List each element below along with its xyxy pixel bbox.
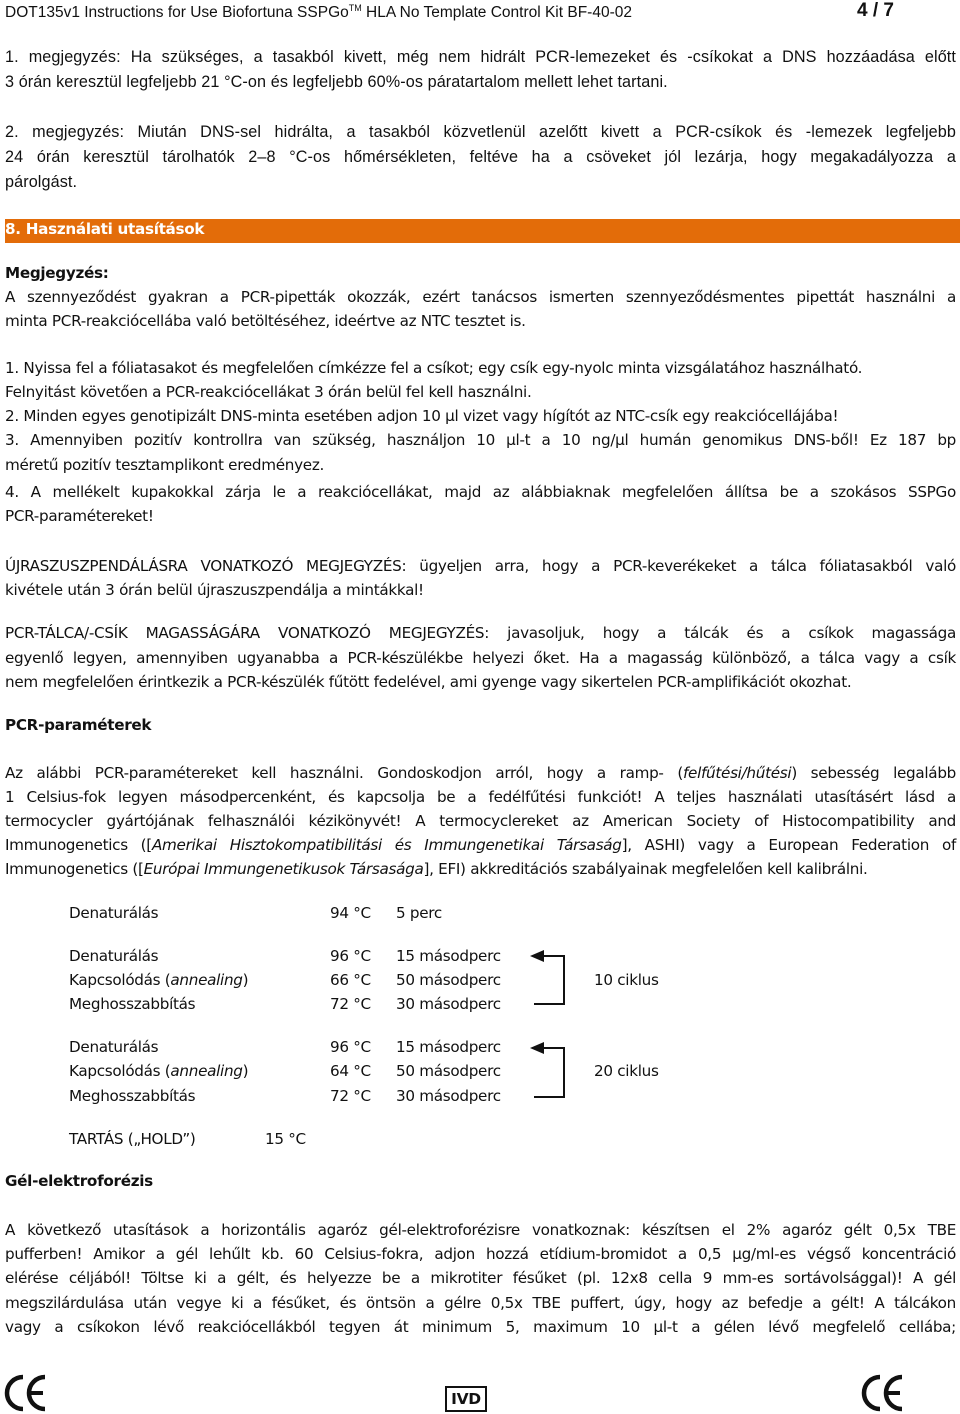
- note-1-line-2: 3 órán keresztül legfeljebb 21 °C-on és legfeljebb 60%-os páratartalom mellett lehet tartani.: [5, 73, 668, 91]
- pcr-line-1: Az alábbi PCR-paramétereket kell használni. Gondoskodjon arról, hogy a ramp- (felfűtési/hűtési) sebesség legalább: [5, 764, 956, 782]
- megjegyzes-title: Megjegyzés:: [5, 264, 109, 282]
- block1-step-1: Denaturálás: [69, 947, 159, 965]
- gel-line-2: pufferben! Amikor a gél lehűlt kb. 60 Celsius-fokra, adjon hozzá etídium-bromidot a 0,5 µg/ml-es végső koncentráció: [5, 1245, 956, 1263]
- block2-step-1: Denaturálás: [69, 1038, 159, 1056]
- header-title-suffix: HLA No Template Control Kit BF-40-02: [361, 4, 632, 22]
- block2-temp-3: 72 °C: [330, 1087, 371, 1105]
- block1-time-3: 30 másodperc: [396, 995, 501, 1013]
- gel-line-1: A következő utasítások a horizontális agaróz gél-elektroforézisre vonatkoznak: készítsen el 2% agaróz gélt 0,5x TBE: [5, 1221, 956, 1239]
- step-2: 2. Minden egyes genotipizált DNS-minta esetében adjon 10 µl vizet vagy hígítót az NTC-csík egy reakciócellájába!: [5, 407, 839, 425]
- gel-title: Gél-elektroforézis: [5, 1172, 153, 1190]
- pcr-line-4: Immunogenetics ([Amerikai Hisztokompatibilitási és Immungenetikai Társaság], ASHI) vagy a European Federation of: [5, 836, 956, 854]
- note-2-line-2: 24 órán keresztül tárolhatók 2–8 °C-os hőmérsékleten, feltéve ha a csöveket jól lezárja, hogy megakadályozza a: [5, 148, 956, 166]
- height-note-line-2: egyenlő legyen, amennyiben ugyanabba a PCR-készülékbe helyezi őket. Ha a magasság különböző, a tálca vagy a csík: [5, 649, 956, 667]
- resusp-note-line-2: kivétele után 3 órán belül újraszuszpendálja a mintákkal!: [5, 581, 424, 599]
- step-3-line-2: méretű pozitív tesztamplikont eredményez.: [5, 456, 325, 474]
- ivd-label: IVD: [445, 1386, 487, 1412]
- block2-cycles: 20 ciklus: [594, 1062, 659, 1080]
- gel-line-5: vagy a csíkokon lévő reakciócellákból tegyen át minimum 5, maximum 10 µl-t a gélen lévő megfelelő cellába;: [5, 1318, 956, 1336]
- block1-time-2: 50 másodperc: [396, 971, 501, 989]
- block1-loop-arrow: [520, 940, 570, 1015]
- block1-temp-1: 96 °C: [330, 947, 371, 965]
- note-2-line-1: 2. megjegyzés: Miután DNS-sel hidrálta, a tasakból közvetlenül azelőtt kivett a PCR-csíkok és -lemezek legfeljebb: [5, 123, 956, 141]
- initial-step: Denaturálás: [69, 904, 159, 922]
- initial-time: 5 perc: [396, 904, 442, 922]
- document-header: [5, 3, 632, 22]
- hold-label: TARTÁS („HOLD”): [69, 1130, 196, 1148]
- block2-time-1: 15 másodperc: [396, 1038, 501, 1056]
- step-1-line-1: 1. Nyissa fel a fóliatasakot és megfelelően címkézze fel a csíkot; egy csík egy-nyolc minta vizsgálatához használható.: [5, 359, 863, 377]
- height-note-line-1: PCR-TÁLCA/-CSÍK MAGASSÁGÁRA VONATKOZÓ MEGJEGYZÉS: javasoljuk, hogy a tálcák és a csíkok magassága: [5, 624, 956, 642]
- section-title: 8. Használati utasítások: [5, 220, 205, 238]
- section-banner: [5, 219, 960, 243]
- hold-temp: 15 °C: [265, 1130, 306, 1148]
- step-1-line-2: Felnyitást követően a PCR-reakciócellákat 3 órán belül fel kell használni.: [5, 383, 532, 401]
- block2-temp-1: 96 °C: [330, 1038, 371, 1056]
- block1-time-1: 15 másodperc: [396, 947, 501, 965]
- note-1-line-1: 1. megjegyzés: Ha szükséges, a tasakból kivett, még nem hidrált PCR-lemezeket és -csíkokat a DNS hozzáadása előtt: [5, 48, 956, 66]
- block1-step-3: Meghosszabbítás: [69, 995, 196, 1013]
- step-4-line-2: PCR-paramétereket!: [5, 507, 154, 525]
- resusp-note-line-1: ÚJRASZUSZPENDÁLÁSRA VONATKOZÓ MEGJEGYZÉS: ügyeljen arra, hogy a PCR-keverékeket a tálca fóliatasakból való: [5, 557, 956, 575]
- pcr-parameters-title: PCR-paraméterek: [5, 716, 152, 734]
- pcr-line-2: 1 Celsius-fok legyen másodpercenként, és kapcsolja be a fedélfűtési funkciót! A teljes használati utasításért lásd a: [5, 788, 956, 806]
- ce-mark-left-icon: [3, 1374, 49, 1412]
- header-title-prefix: DOT135v1 Instructions for Use Biofortuna SSPGo: [5, 4, 349, 22]
- page-number: 4 / 7: [857, 0, 894, 21]
- block2-time-2: 50 másodperc: [396, 1062, 501, 1080]
- block1-step-2: Kapcsolódás (annealing): [69, 971, 249, 989]
- megjegyzes-line-1: A szennyeződést gyakran a PCR-pipetták okozzák, ezért tanácsos ismerten szennyeződésmentes pipettát használni a: [5, 288, 956, 306]
- pcr-line-3: termocycler gyártójának felhasználói kézikönyvét! A termocyclereket az American Society of Histocompatibility and: [5, 812, 956, 830]
- block2-step-3: Meghosszabbítás: [69, 1087, 196, 1105]
- block1-cycles: 10 ciklus: [594, 971, 659, 989]
- block1-temp-2: 66 °C: [330, 971, 371, 989]
- block2-temp-2: 64 °C: [330, 1062, 371, 1080]
- block2-time-3: 30 másodperc: [396, 1087, 501, 1105]
- note-2-line-3: párolgást.: [5, 173, 78, 191]
- height-note-line-3: nem megfelelően érintkezik a PCR-készülék fűtött fedelével, ami gyenge vagy sikertelen PCR-amplifikációt okozhat.: [5, 673, 852, 691]
- block2-loop-arrow: [520, 1030, 570, 1110]
- ce-mark-right-icon: [860, 1374, 906, 1412]
- block1-temp-3: 72 °C: [330, 995, 371, 1013]
- initial-temp: 94 °C: [330, 904, 371, 922]
- pcr-line-5: Immunogenetics ([Európai Immungenetikusok Társasága], EFI) akkreditációs szabályainak megfelelően kell kalibrálni.: [5, 860, 868, 878]
- header-title-sup: TM: [348, 3, 362, 13]
- step-3-line-1: 3. Amennyiben pozitív kontrollra van szükség, használjon 10 µl-t a 10 ng/µl humán genomikus DNS-ből! Ez 187 bp: [5, 431, 956, 449]
- gel-line-3: elérése céljából! Töltse ki a gélt, és helyezze be a mikrotiter fésűket (pl. 12x8 cella 9 mm-es sortávolsággal)! A gél: [5, 1269, 956, 1287]
- megjegyzes-line-2: minta PCR-reakciócellába való betöltéséhez, ideértve az NTC tesztet is.: [5, 312, 526, 330]
- gel-line-4: megszilárdulása után vegye ki a fésűket, és öntsön a gélre 0,5x TBE puffert, úgy, hogy az befedje a gélt! A tálcákon: [5, 1294, 956, 1312]
- block2-step-2: Kapcsolódás (annealing): [69, 1062, 249, 1080]
- step-4-line-1: 4. A mellékelt kupakokkal zárja le a reakciócellákat, majd az alábbiaknak megfelelően állítsa be a szokásos SSPGo: [5, 483, 956, 501]
